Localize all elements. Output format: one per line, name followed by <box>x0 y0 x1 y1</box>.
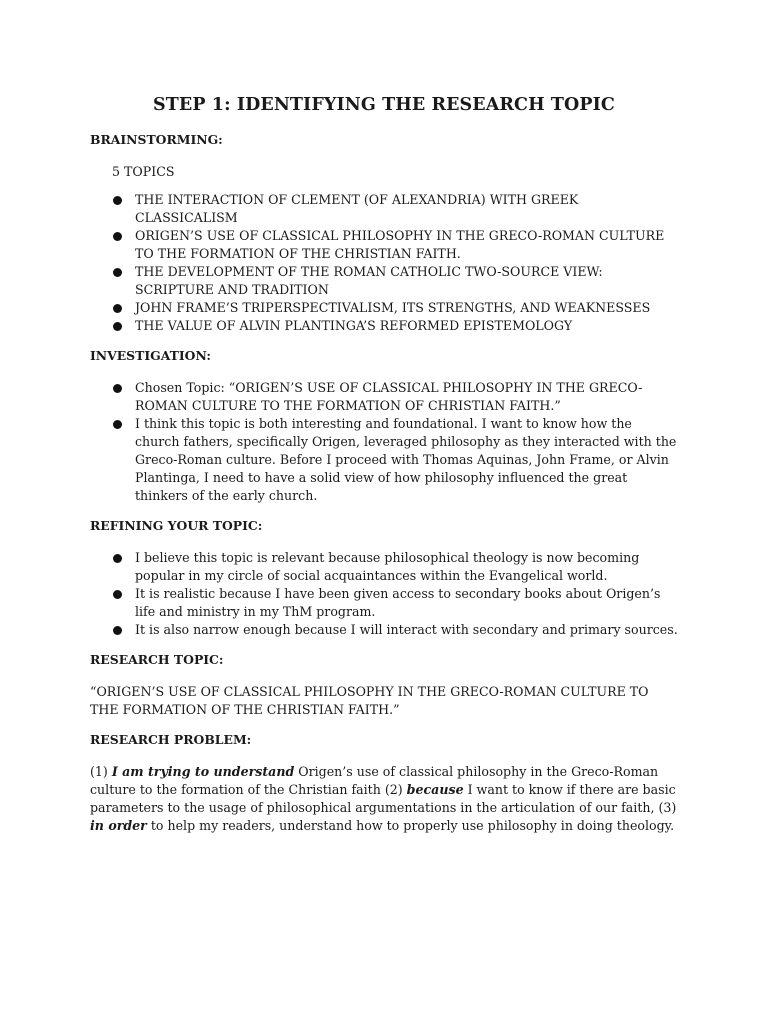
refining-heading: REFINING YOUR TOPIC: <box>90 518 263 533</box>
list-item <box>90 379 678 415</box>
list-item-text: THE DEVELOPMENT OF THE ROMAN CATHOLIC TWO-SOURCE VIEW: SCRIPTURE AND TRADITION <box>135 264 603 297</box>
list-item-text: It is realistic because I have been given access to secondary books about Origen’s life and ministry in my ThM program. <box>135 586 661 619</box>
bullet-icon <box>113 232 122 241</box>
research-problem-heading: RESEARCH PROBLEM: <box>90 732 252 747</box>
bullet-icon <box>113 554 122 563</box>
bullet-icon <box>113 304 122 313</box>
list-item <box>90 299 678 317</box>
list-item-text: JOHN FRAME’S TRIPERSPECTIVALISM, ITS STRENGTHS, AND WEAKNESSES <box>135 300 651 315</box>
list-item-text: THE INTERACTION OF CLEMENT (OF ALEXANDRIA) WITH GREEK CLASSICALISM <box>135 192 579 225</box>
list-item <box>90 549 678 585</box>
bullet-icon <box>113 626 122 635</box>
page-title: STEP 1: IDENTIFYING THE RESEARCH TOPIC <box>153 95 615 115</box>
list-item <box>90 585 678 621</box>
list-item <box>90 621 678 639</box>
problem-emphasis-3: in order <box>90 818 147 833</box>
list-item-text: I think this topic is both interesting and foundational. I want to know how the church fathers, specifically Origen, leveraged philosophy as they interacted with the Greco-Roman culture. Before I proceed with Thomas Aquinas, John Frame, or Alvin Plantinga, I need to have a solid view of how philosophy influenced the great thinkers of the early church. <box>135 416 677 503</box>
list-item-text: I believe this topic is relevant because philosophical theology is now becoming popular in my circle of social acquaintances within the Evangelical world. <box>135 550 640 583</box>
brainstorming-heading: BRAINSTORMING: <box>90 132 223 147</box>
list-item <box>90 227 678 263</box>
list-item <box>90 191 678 227</box>
problem-text-2: I want to know if there are basic parameters to the usage of philosophical argumentations in the articulation of our faith, (3) <box>90 782 677 815</box>
research-problem-text <box>90 763 678 835</box>
bullet-icon <box>113 590 122 599</box>
problem-emphasis-2: because <box>406 782 464 797</box>
list-item <box>90 317 678 335</box>
list-item <box>90 263 678 299</box>
research-topic-text: “ORIGEN’S USE OF CLASSICAL PHILOSOPHY IN THE GRECO-ROMAN CULTURE TO THE FORMATION OF THE CHRISTIAN FAITH.” <box>90 684 649 717</box>
list-item <box>90 415 678 505</box>
list-item-text: ORIGEN’S USE OF CLASSICAL PHILOSOPHY IN THE GRECO-ROMAN CULTURE TO THE FORMATION OF THE CHRISTIAN FAITH. <box>135 228 665 261</box>
investigation-heading: INVESTIGATION: <box>90 348 211 363</box>
problem-prefix: (1) <box>90 764 112 779</box>
bullet-icon <box>113 384 122 393</box>
list-item-text: Chosen Topic: “ORIGEN’S USE OF CLASSICAL PHILOSOPHY IN THE GRECO-ROMAN CULTURE TO THE FORMATION OF CHRISTIAN FAITH.” <box>135 380 643 413</box>
problem-text-1: Origen’s use of classical philosophy in the Greco-Roman culture to the formation of the Christian faith (2) <box>90 764 659 797</box>
bullet-icon <box>113 322 122 331</box>
brainstorming-list <box>90 191 678 335</box>
list-item-text: THE VALUE OF ALVIN PLANTINGA’S REFORMED EPISTEMOLOGY <box>135 318 573 333</box>
refining-list <box>90 549 678 639</box>
topics-count-label: 5 TOPICS <box>112 164 175 179</box>
problem-emphasis-1: I am trying to understand <box>111 764 295 779</box>
problem-text-3: to help my readers, understand how to properly use philosophy in doing theology. <box>146 818 675 833</box>
research-topic-heading: RESEARCH TOPIC: <box>90 652 224 667</box>
bullet-icon <box>113 420 122 429</box>
bullet-icon <box>113 196 122 205</box>
investigation-list <box>90 379 678 505</box>
bullet-icon <box>113 268 122 277</box>
list-item-text: It is also narrow enough because I will interact with secondary and primary sources. <box>135 622 678 637</box>
